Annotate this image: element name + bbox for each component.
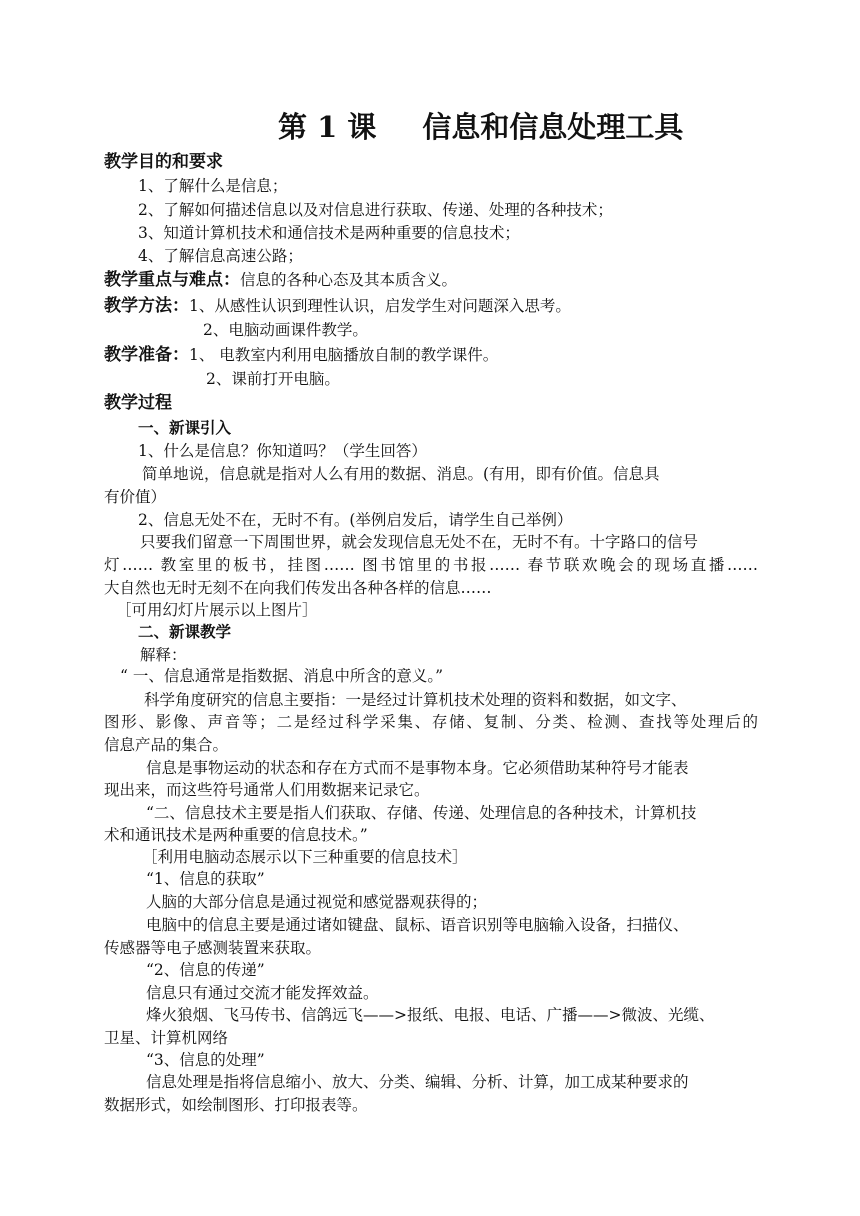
objective-item: 1、了解什么是信息； <box>138 177 288 195</box>
lesson-topic: 信息和信息处理工具 <box>422 110 684 144</box>
paragraph-line: 图形、影像、声音等；二是经过科学采集、存储、复制、分类、检测、查找等处理后的 <box>104 713 758 731</box>
paragraph-line: 信息处理是指将信息缩小、放大、分类、编辑、分析、计算，加工成某种要求的 <box>146 1073 689 1091</box>
method-item: 1、从感性认识到理性认识，启发学生对问题深入思考。 <box>189 297 571 315</box>
prep-item: 1、 电教室内利用电脑播放自制的教学课件。 <box>189 346 499 364</box>
prep-label: 教学准备： <box>104 345 189 365</box>
paragraph-line: ［利用电脑动态展示以下三种重要的信息技术］ <box>142 848 468 866</box>
paragraph-line: 信息是事物运动的状态和存在方式而不是事物本身。它必须借助某种符号才能表 <box>146 759 689 777</box>
paragraph-line: 数据形式，如绘制图形、打印报表等。 <box>104 1096 368 1114</box>
paragraph-line: 有价值） <box>104 488 167 506</box>
objective-item: 2、了解如何描述信息以及对信息进行获取、传递、处理的各种技术； <box>138 201 613 219</box>
method-item: 2、电脑动画课件教学。 <box>203 321 368 339</box>
key-points-line <box>104 270 457 290</box>
paragraph-line: 卫星、计算机网络 <box>104 1029 229 1047</box>
paragraph-line: 大自然也无时无刻不在向我们传发出各种各样的信息…… <box>104 579 492 597</box>
paragraph-line: 1、什么是信息？你知道吗？（学生回答） <box>138 442 427 460</box>
paragraph-line: 烽火狼烟、飞马传书、信鸽远飞——>报纸、电报、电话、广播——>微波、光缆、 <box>146 1006 715 1024</box>
lesson-number: 第 1 课 <box>278 110 377 144</box>
subtopic-heading: “3、信息的处理” <box>146 1051 265 1069</box>
section-heading: 一、新课引入 <box>138 418 232 437</box>
paragraph-line: 灯…… 教室里的板书，挂图…… 图书馆里的书报…… 春节联欢晚会的现场直播…… <box>104 556 758 574</box>
key-points-text: 信息的各种心态及其本质含义。 <box>240 271 458 289</box>
paragraph-line: 2、信息无处不在，无时不有。(举例启发后，请学生自己举例） <box>138 511 573 529</box>
process-heading: 教学过程 <box>104 393 172 413</box>
lesson-title <box>278 108 683 146</box>
objective-item: 4、了解信息高速公路； <box>138 247 303 265</box>
objectives-heading: 教学目的和要求 <box>104 152 223 172</box>
paragraph-line: 电脑中的信息主要是通过诸如键盘、鼠标、语音识别等电脑输入设备，扫描仪、 <box>146 916 689 934</box>
paragraph-line: 信息只有通过交流才能发挥效益。 <box>146 984 379 1002</box>
quote-line: “ 一、信息通常是指数据、消息中所含的意义。” <box>120 667 444 685</box>
quote-line: 术和通讯技术是两种重要的信息技术。” <box>104 826 368 844</box>
subtopic-heading: “1、信息的获取” <box>146 870 265 888</box>
section-heading: 二、新课教学 <box>138 622 232 641</box>
methods-label: 教学方法： <box>104 296 189 316</box>
paragraph-line: 现出来，而这些符号通常人们用数据来记录它。 <box>104 781 430 799</box>
paragraph-line: 科学角度研究的信息主要指：一是经过计算机技术处理的资料和数据，如文字、 <box>144 691 687 709</box>
subtopic-heading: “2、信息的传递” <box>146 961 265 979</box>
paragraph-line: 信息产品的集合。 <box>104 736 229 754</box>
quote-line: “二、信息技术主要是指人们获取、存储、传递、处理信息的各种技术，计算机技 <box>146 804 697 822</box>
objective-item: 3、知道计算机技术和通信技术是两种重要的信息技术； <box>138 224 520 242</box>
paragraph-line: 只要我们留意一下周围世界，就会发现信息无处不在，无时不有。十字路口的信号 <box>140 533 699 551</box>
paragraph-line: 简单地说，信息就是指对人么有用的数据、消息。(有用，即有价值。信息具 <box>142 465 660 483</box>
paragraph-line: ［可用幻灯片展示以上图片］ <box>116 601 318 619</box>
paragraph-line: 人脑的大部分信息是通过视觉和感觉器观获得的； <box>146 893 488 911</box>
prep-line <box>104 345 498 365</box>
paragraph-line: 传感器等电子感测装置来获取。 <box>104 939 322 957</box>
key-points-label: 教学重点与难点： <box>104 270 240 290</box>
prep-item: 2、课前打开电脑。 <box>206 370 340 388</box>
paragraph-line: 解释： <box>140 646 187 664</box>
methods-line <box>104 296 571 316</box>
